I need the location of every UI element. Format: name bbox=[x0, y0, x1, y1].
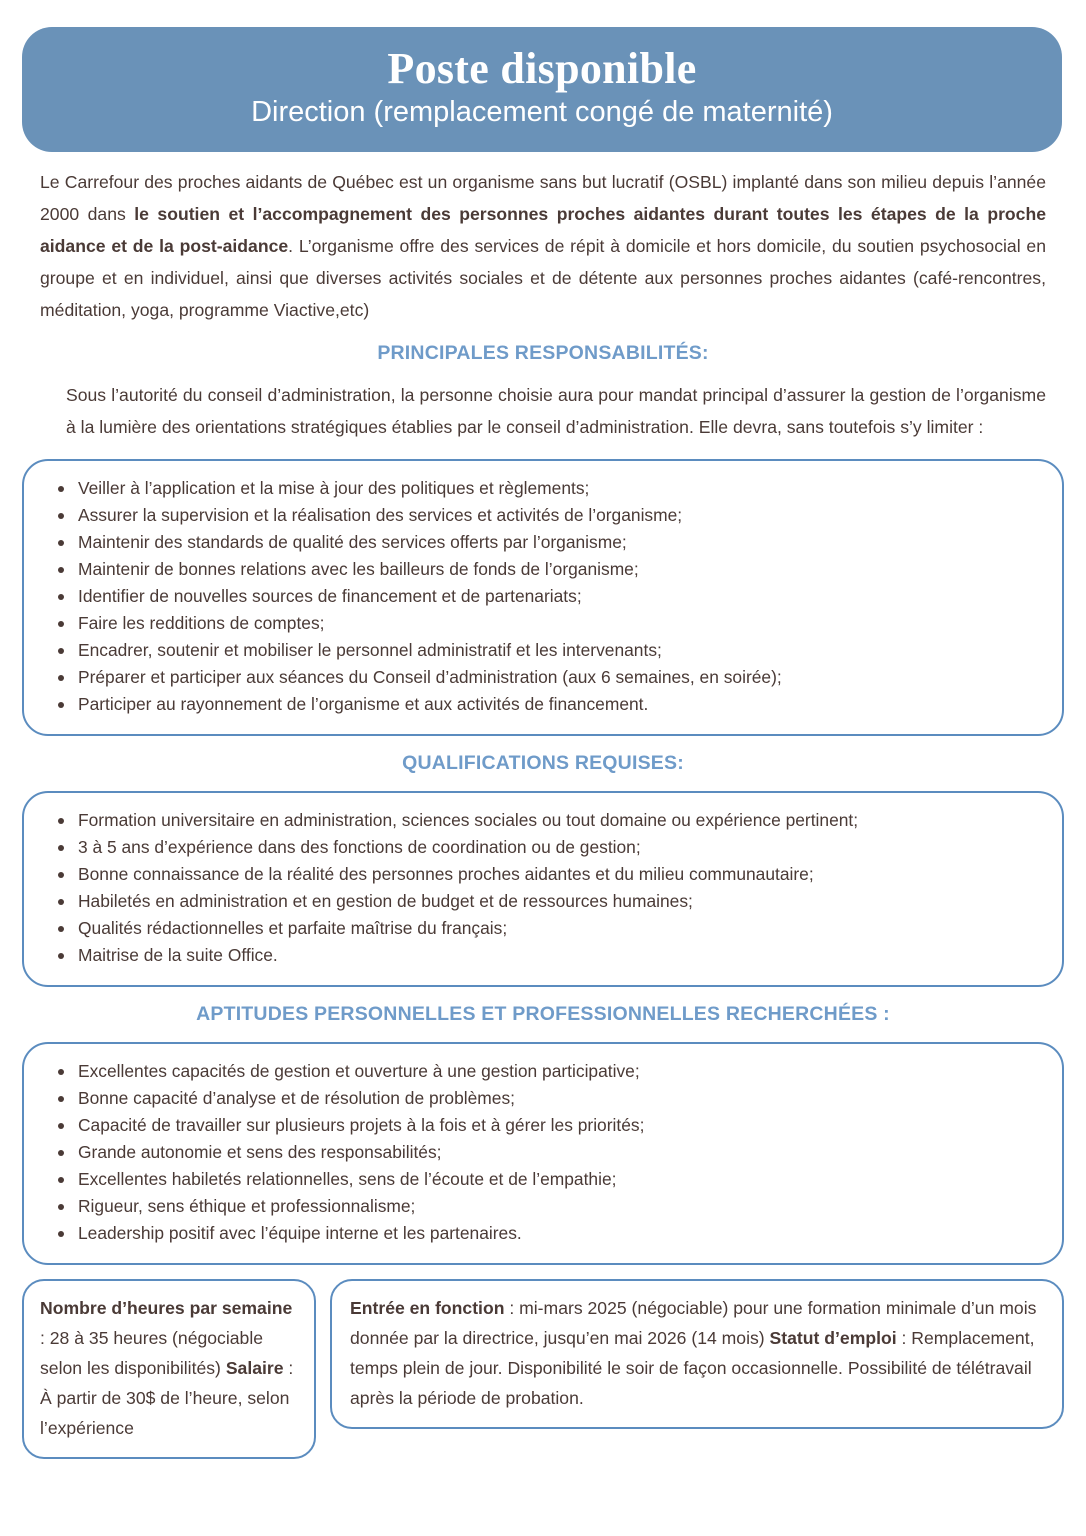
list-item: Veiller à l’application et la mise à jour des politiques et règlements; bbox=[50, 475, 1036, 502]
responsibilities-box bbox=[22, 459, 1064, 736]
employment-status-label: Statut d’emploi bbox=[769, 1328, 897, 1348]
list-item: Maintenir des standards de qualité des services offerts par l’organisme; bbox=[50, 529, 1036, 556]
intro-paragraph bbox=[40, 166, 1046, 326]
list-item: Leadership positif avec l’équipe interne et les partenaires. bbox=[50, 1220, 1036, 1247]
intro-text-part2: . L’organisme offre des services de répit à domicile et hors domicile, du soutien psychosocial en groupe et en individuel, ainsi que diverses activités sociales et de détente aux personnes proches aidantes (café-rencontres, méditation, yoga, programme Viactive,etc) bbox=[40, 236, 1046, 320]
start-date-value: : mi-mars 2025 (négociable) pour une formation minimale d’un mois donnée par la directrice, jusqu’en mai 2026 (14 mois) bbox=[350, 1298, 1037, 1348]
intro-text-part1: Le Carrefour des proches aidants de Québec est un organisme sans but lucratif (OSBL) implanté dans son milieu depuis l’année 2000 dans bbox=[40, 172, 1046, 224]
list-item: Formation universitaire en administration, sciences sociales ou tout domaine ou expérience pertinent; bbox=[50, 807, 1036, 834]
list-item: Préparer et participer aux séances du Conseil d’administration (aux 6 semaines, en soirée); bbox=[50, 664, 1036, 691]
hours-label: Nombre d’heures par semaine bbox=[40, 1298, 293, 1318]
telework-note: Possibilité de télétravail après la période de probation. bbox=[350, 1358, 1032, 1408]
header-banner bbox=[22, 27, 1062, 152]
responsibilities-lead-paragraph: Sous l’autorité du conseil d’administration, la personne choisie aura pour mandat principal d’assurer la gestion de l’organisme à la lumière des orientations stratégiques établies par le conseil d’administration. Elle devra, sans toutefois s’y limiter : bbox=[66, 385, 1046, 437]
hours-salary-box bbox=[22, 1279, 316, 1459]
conditions-row bbox=[22, 1279, 1064, 1459]
list-item: Participer au rayonnement de l’organisme et aux activités de financement. bbox=[50, 691, 1036, 718]
list-item: Grande autonomie et sens des responsabilités; bbox=[50, 1139, 1036, 1166]
list-item: Identifier de nouvelles sources de financement et de partenariats; bbox=[50, 583, 1036, 610]
list-item: 3 à 5 ans d’expérience dans des fonctions de coordination ou de gestion; bbox=[50, 834, 1036, 861]
qualifications-box bbox=[22, 791, 1064, 987]
list-item: Habiletés en administration et en gestion de budget et de ressources humaines; bbox=[50, 888, 1036, 915]
list-item: Capacité de travailler sur plusieurs projets à la fois et à gérer les priorités; bbox=[50, 1112, 1036, 1139]
responsibilities-list bbox=[50, 475, 1036, 718]
aptitudes-box bbox=[22, 1042, 1064, 1265]
list-item: Excellentes habiletés relationnelles, sens de l’écoute et de l’empathie; bbox=[50, 1166, 1036, 1193]
qualifications-list bbox=[50, 807, 1036, 969]
list-item: Encadrer, soutenir et mobiliser le personnel administratif et les intervenants; bbox=[50, 637, 1036, 664]
hours-value: : 28 à 35 heures (négociable selon les disponibilités) bbox=[40, 1328, 264, 1378]
salary-label: Salaire bbox=[225, 1358, 284, 1378]
list-item: Bonne connaissance de la réalité des personnes proches aidantes et du milieu communautaire; bbox=[50, 861, 1036, 888]
start-date-label: Entrée en fonction bbox=[350, 1298, 505, 1318]
section-heading-responsibilities: PRINCIPALES RESPONSABILITÉS: bbox=[377, 342, 709, 364]
employment-details-box bbox=[330, 1279, 1064, 1429]
list-item: Assurer la supervision et la réalisation des services et activités de l’organisme; bbox=[50, 502, 1036, 529]
list-item: Qualités rédactionnelles et parfaite maîtrise du français; bbox=[50, 915, 1036, 942]
section-heading-aptitudes: APTITUDES PERSONNELLES ET PROFESSIONNELLES RECHERCHÉES : bbox=[196, 1003, 890, 1025]
list-item: Faire les redditions de comptes; bbox=[50, 610, 1036, 637]
salary-value: : À partir de 30$ de l’heure, selon l’expérience bbox=[40, 1358, 294, 1438]
list-item: Maitrise de la suite Office. bbox=[50, 942, 1036, 969]
page-subtitle: Direction (remplacement congé de maternité) bbox=[251, 95, 833, 128]
list-item: Excellentes capacités de gestion et ouverture à une gestion participative; bbox=[50, 1058, 1036, 1085]
page-title: Poste disponible bbox=[387, 44, 697, 94]
list-item: Bonne capacité d’analyse et de résolution de problèmes; bbox=[50, 1085, 1036, 1112]
list-item: Rigueur, sens éthique et professionnalisme; bbox=[50, 1193, 1036, 1220]
section-heading-qualifications: QUALIFICATIONS REQUISES: bbox=[402, 752, 684, 774]
employment-status-value: : Remplacement, temps plein de jour. Disponibilité le soir de façon occasionnelle. bbox=[350, 1328, 1035, 1378]
document-body bbox=[0, 166, 1086, 1459]
intro-text-bold: le soutien et l’accompagnement des personnes proches aidantes durant toutes les étapes de la proche aidance et de la post-aidance bbox=[40, 204, 1046, 256]
list-item: Maintenir de bonnes relations avec les bailleurs de fonds de l’organisme; bbox=[50, 556, 1036, 583]
aptitudes-list bbox=[50, 1058, 1036, 1247]
